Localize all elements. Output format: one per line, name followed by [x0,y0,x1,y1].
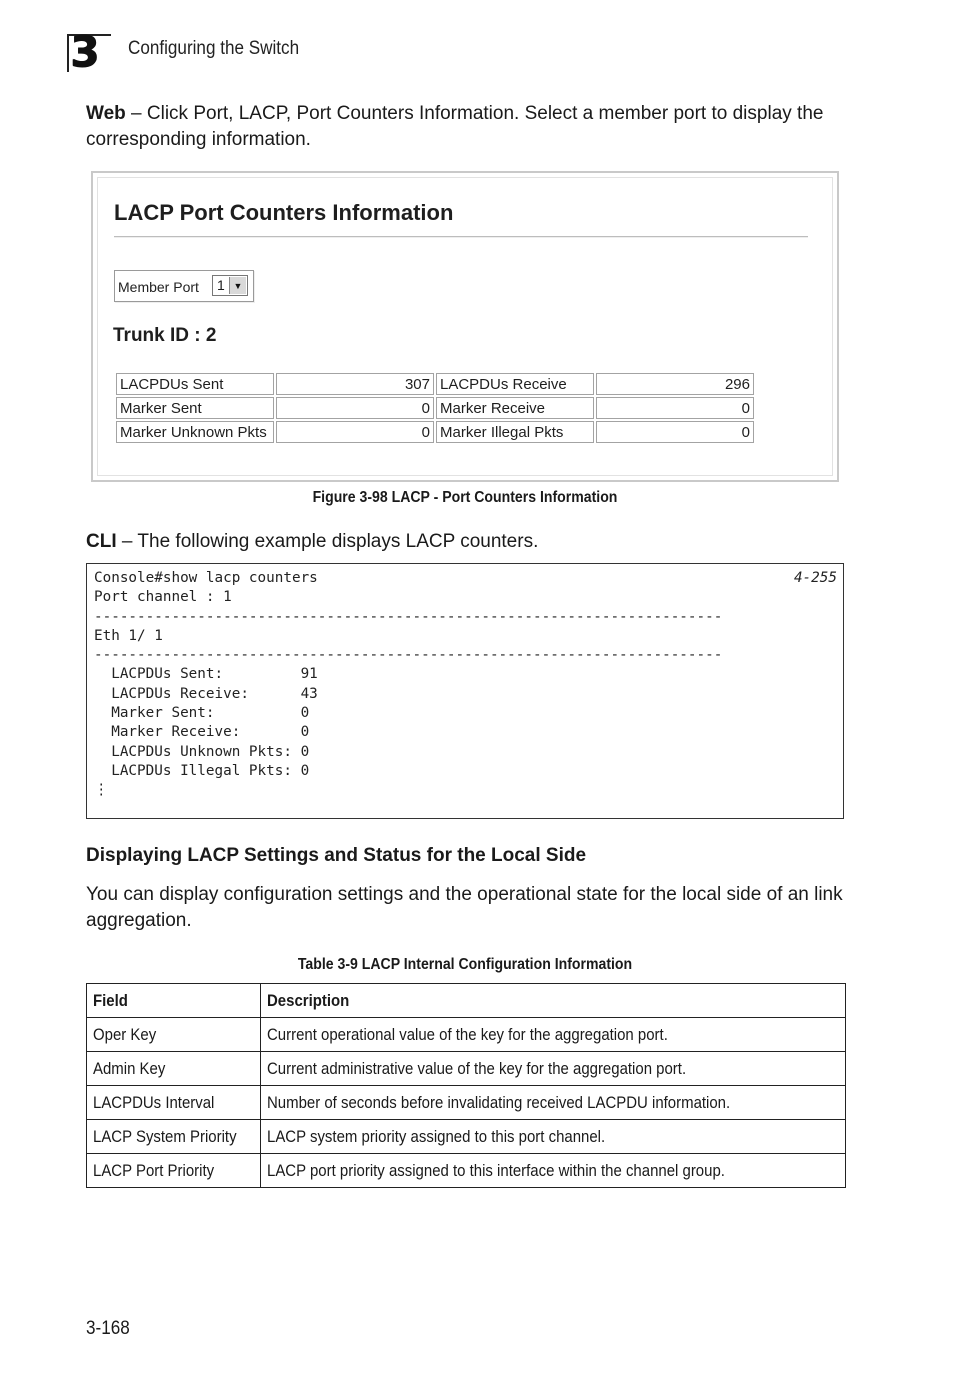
lacp-internal-config-table [86,983,846,1188]
description-cell: Current operational value of the key for the aggregation port. [261,1018,846,1052]
lacp-screenshot [91,171,839,482]
counter-value: 0 [596,397,754,419]
table-row [87,1052,846,1086]
web-text: – Click Port, LACP, Port Counters Information. Select a member port to display the corresponding information. [86,103,824,150]
table-row [87,1018,846,1052]
table-caption: Table 3-9 LACP Internal Configuration Information [297,956,633,973]
description-cell: Number of seconds before invalidating received LACPDU information. [261,1086,846,1120]
cli-code: Console#show lacp counters Port channel : 1 ------------------------------------------------------------------------- Eth 1/ 1 ------------------------------------------------------------------------- LACPDUs Sent: 91 LACPDUs Receive: 43 Marker Sent: 0 Marker Receive: 0 LACPDUs Unknown Pkts: 0 LACPDUs Illegal Pkts: 0 ⋮ [94,570,723,799]
section-heading: Displaying LACP Settings and Status for the Local Side [86,845,587,866]
counter-value: 296 [596,373,754,395]
counter-value: 0 [276,397,434,419]
cli-text: – The following example displays LACP counters. [116,531,539,552]
table-header-row [87,984,846,1018]
field-cell: LACP System Priority [87,1120,261,1154]
chapter-number: 3 [70,27,99,76]
table-row [87,1086,846,1120]
counter-value: 0 [276,421,434,443]
web-instructions [86,101,856,153]
counter-value: 307 [276,373,434,395]
counter-row [116,421,754,443]
counter-label: LACPDUs Sent [116,373,274,395]
cli-label: CLI [86,531,117,552]
description-cell: LACP system priority assigned to this port channel. [261,1120,846,1154]
description-cell: Current administrative value of the key for the aggregation port. [261,1052,846,1086]
member-port-select[interactable] [212,275,248,296]
counter-label: Marker Receive [436,397,594,419]
field-cell: LACP Port Priority [87,1154,261,1188]
chevron-down-icon[interactable]: ▼ [229,277,246,294]
member-port-value: 1 [217,277,225,293]
member-port-group [114,270,254,302]
counter-label: Marker Sent [116,397,274,419]
description-cell: LACP port priority assigned to this interface within the channel group. [261,1154,846,1188]
counters-table [114,371,756,445]
field-cell: Admin Key [87,1052,261,1086]
field-cell: Oper Key [87,1018,261,1052]
member-port-label: Member Port [118,279,199,295]
title-divider [114,236,808,238]
command-reference: 4-255 [793,570,837,586]
counter-value: 0 [596,421,754,443]
header-field: Field [87,984,261,1018]
field-cell: LACPDUs Interval [87,1086,261,1120]
table-row [87,1120,846,1154]
counter-row [116,397,754,419]
chapter-title: Configuring the Switch [128,38,300,59]
table-row [87,1154,846,1188]
counter-label: Marker Illegal Pkts [436,421,594,443]
page-number: 3-168 [86,1318,130,1339]
figure-caption: Figure 3-98 LACP - Port Counters Information [312,489,618,506]
counter-row [116,373,754,395]
cli-instructions [86,529,856,555]
section-body: You can display configuration settings and the operational state for the local side of an link aggregation. [86,884,843,931]
counter-label: Marker Unknown Pkts [116,421,274,443]
trunk-id: Trunk ID : 2 [113,325,217,346]
web-label: Web [86,103,126,124]
lacp-page-title: LACP Port Counters Information [114,200,454,225]
cli-code-block [86,563,844,819]
header-description: Description [261,984,846,1018]
counter-label: LACPDUs Receive [436,373,594,395]
